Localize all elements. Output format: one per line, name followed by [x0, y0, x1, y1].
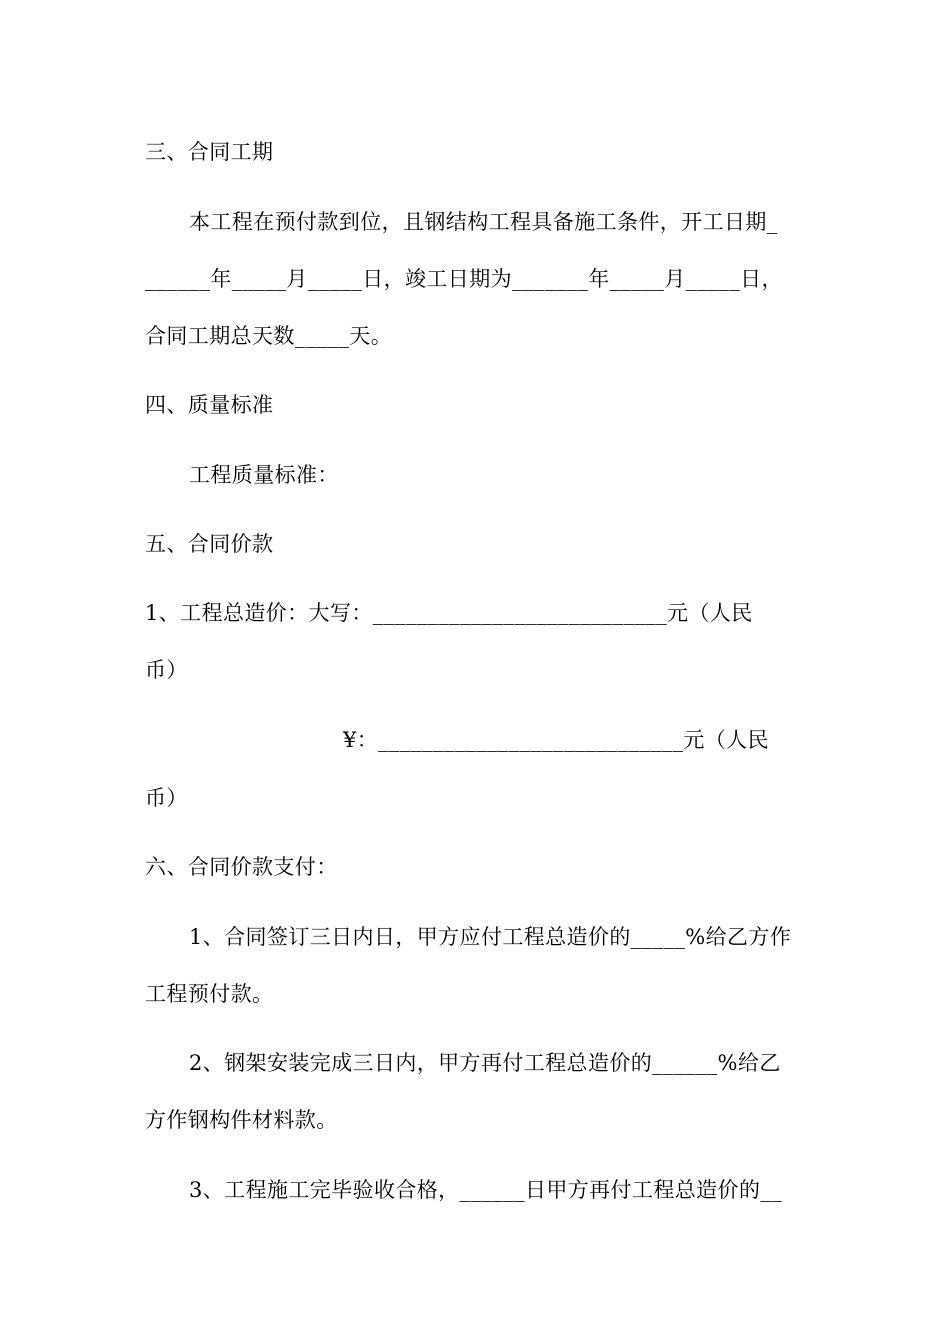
paragraph-line: 方作钢构件材料款。: [145, 1108, 338, 1132]
paragraph-line: 1、工程总造价：大写：___________________________元（人民: [145, 601, 753, 625]
paragraph-line: ¥：____________________________元（人民: [343, 728, 769, 752]
paragraph-line: 本工程在预付款到位，且钢结构工程具备施工条件，开工日期_: [189, 210, 778, 234]
section-3-heading: 三、合同工期: [145, 140, 274, 164]
section-4-heading: 四、质量标准: [145, 393, 274, 417]
paragraph-line: 工程质量标准：: [189, 463, 339, 487]
paragraph-line: 3、工程施工完毕验收合格，______日甲方再付工程总造价的__: [189, 1178, 783, 1202]
paragraph-line: ______年_____月_____日，竣工日期为_______年_____月_____日，: [145, 267, 783, 291]
paragraph-line: 币）: [145, 658, 188, 682]
paragraph-line: 合同工期总天数_____天。: [145, 324, 393, 348]
section-6-heading: 六、合同价款支付：: [145, 855, 338, 879]
section-5-heading: 五、合同价款: [145, 532, 274, 556]
paragraph-line: 币）: [145, 786, 188, 810]
paragraph-line: 1、合同签订三日内日，甲方应付工程总造价的_____%给乙方作: [189, 925, 792, 949]
paragraph-line: 工程预付款。: [145, 982, 274, 1006]
paragraph-line: 2、钢架安装完成三日内，甲方再付工程总造价的______%给乙: [189, 1051, 781, 1075]
